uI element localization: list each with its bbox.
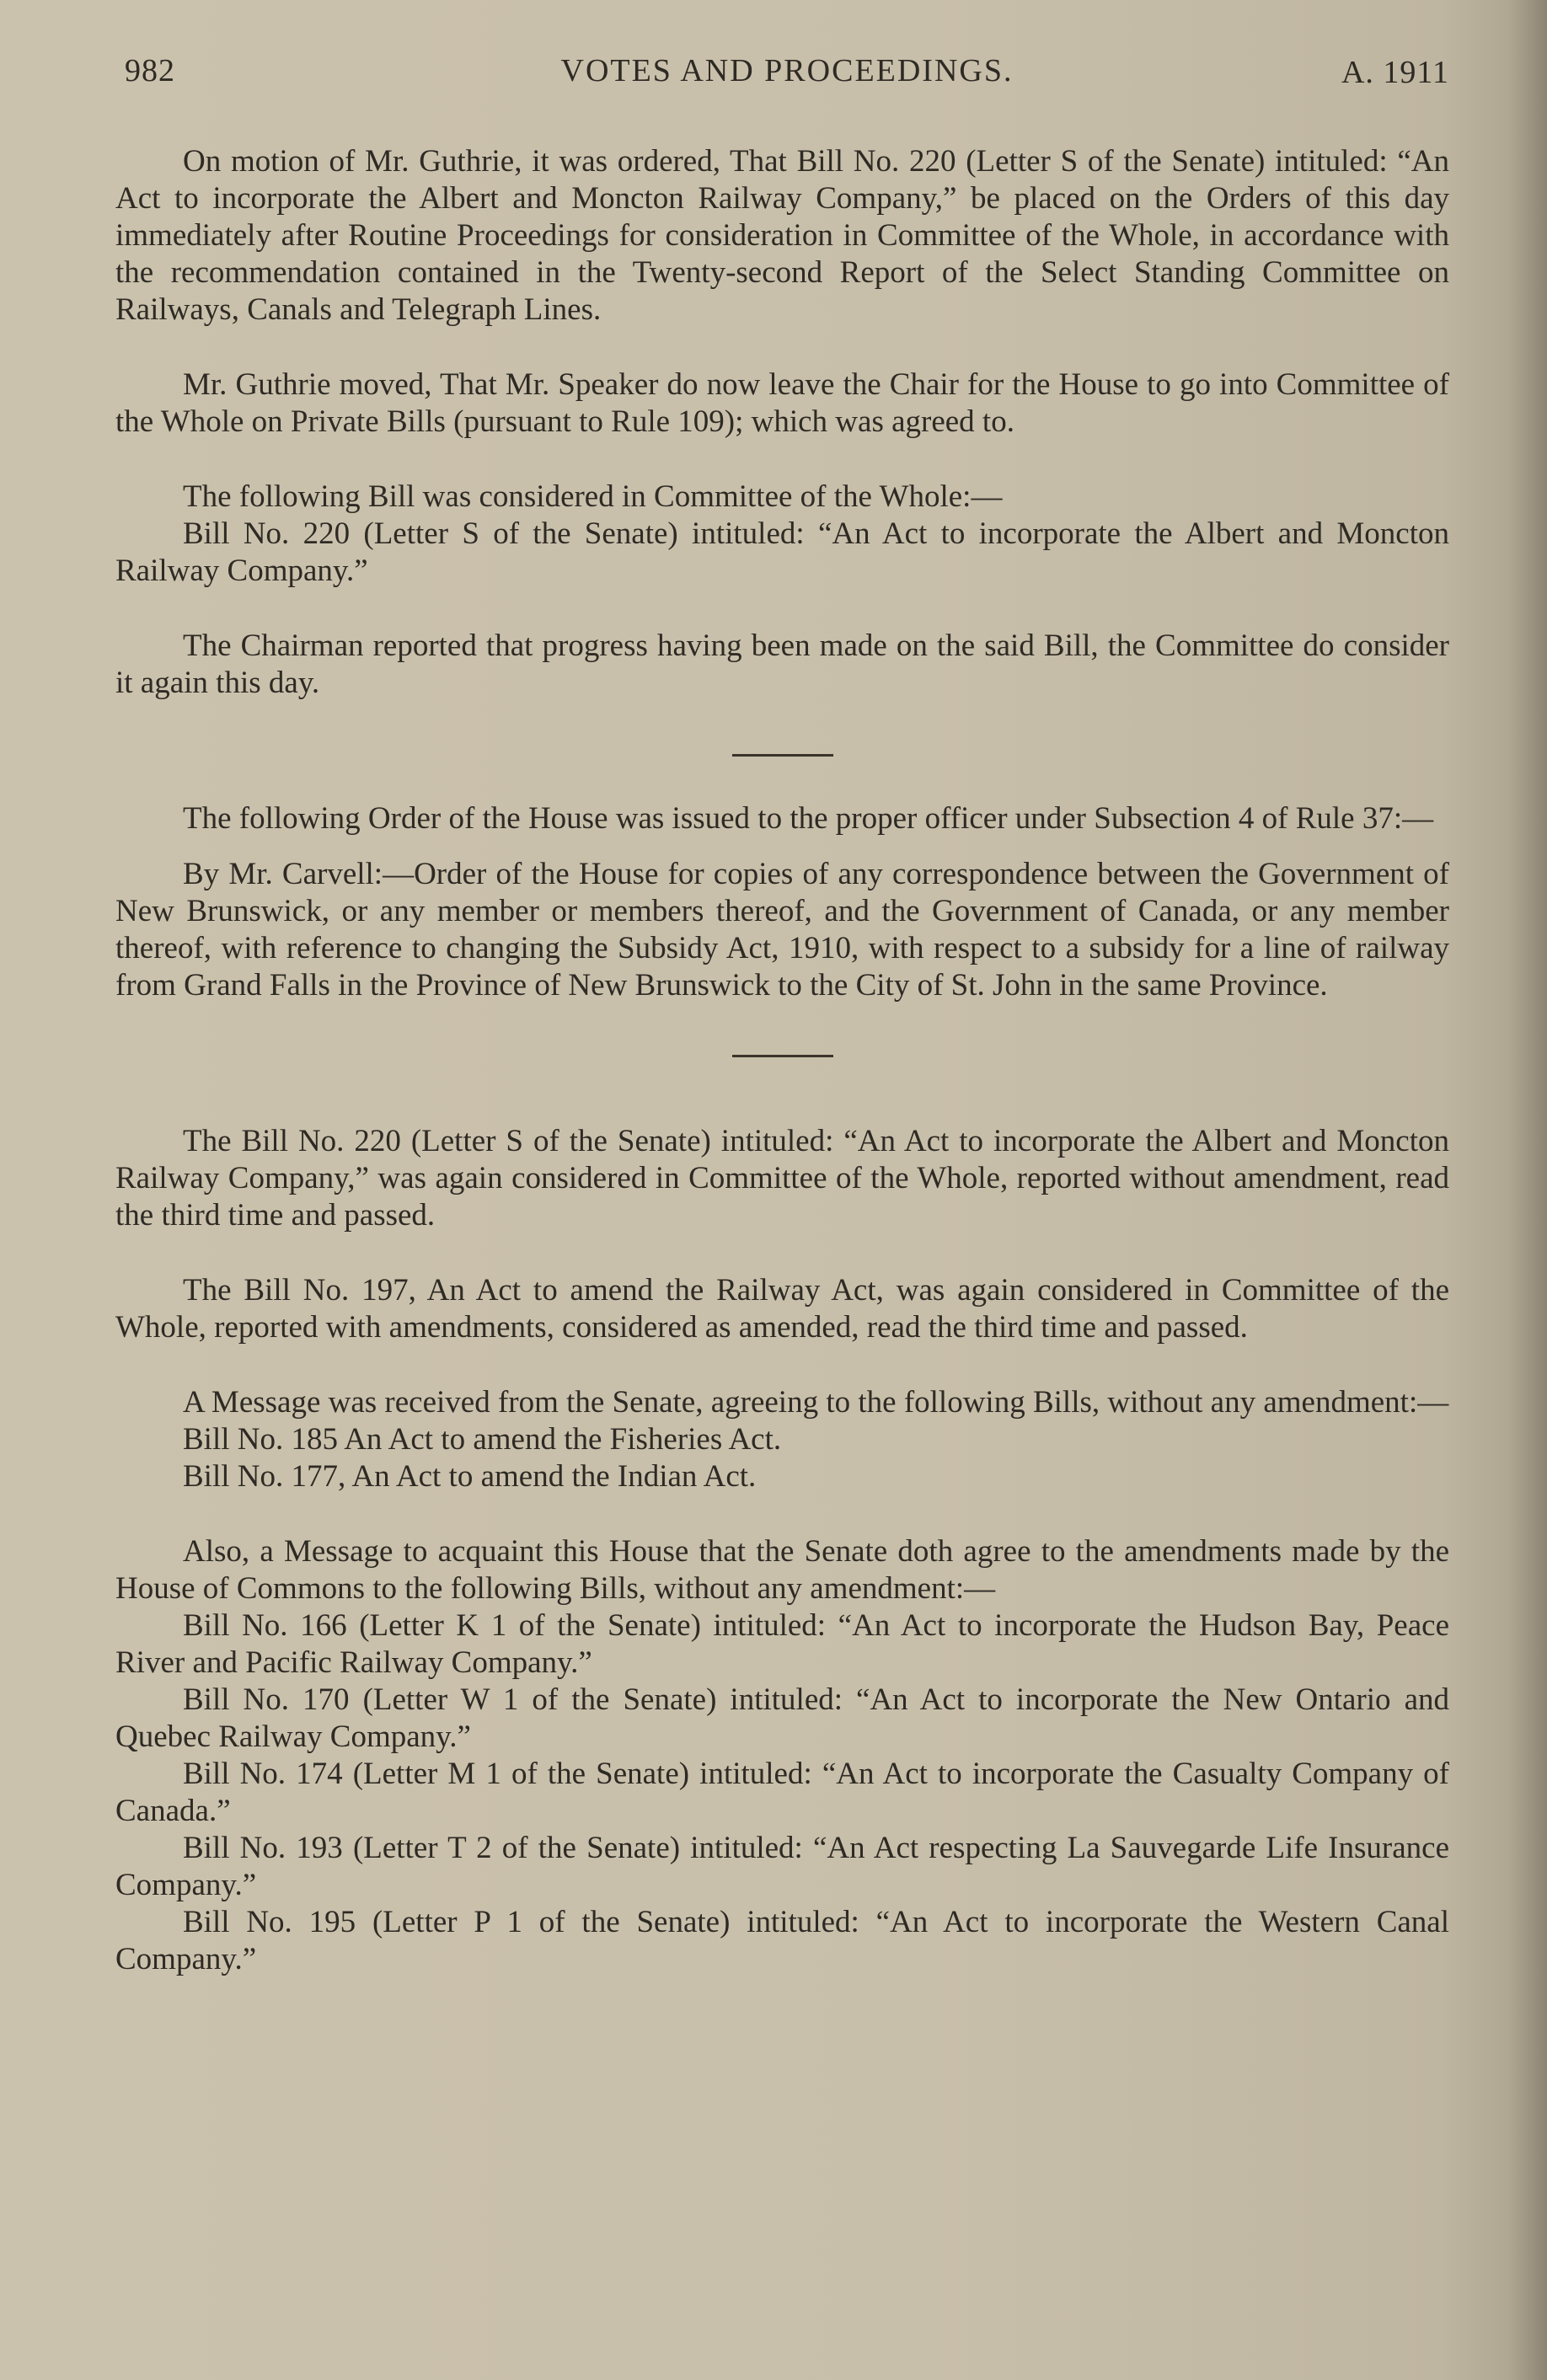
paragraph-speaker-leave-chair: Mr. Guthrie moved, That Mr. Speaker do now leave the Chair for the House to go into Committee of the Whole on Private Bills (pursuant to Rule 109); which was agreed to. [115, 367, 1449, 439]
paragraph-bill-185: Bill No. 185 An Act to amend the Fisheries Act. [183, 1422, 782, 1457]
paragraph-bill-166: Bill No. 166 (Letter K 1 of the Senate) intituled: “An Act to incorporate the Hudson Bay, Peace River and Pacific Railway Company.” [115, 1608, 1449, 1680]
session-year: A. 1911 [1341, 55, 1449, 90]
paragraph-bill-170: Bill No. 170 (Letter W 1 of the Senate) intituled: “An Act to incorporate the New Ontario and Quebec Railway Company.” [115, 1682, 1449, 1754]
running-title: VOTES AND PROCEEDINGS. [560, 53, 1014, 88]
section-divider [732, 1055, 833, 1057]
binding-shadow [1508, 0, 1547, 2380]
page-header [125, 47, 1449, 94]
page-number: 982 [125, 53, 175, 88]
paragraph-bill-195: Bill No. 195 (Letter P 1 of the Senate) intituled: “An Act to incorporate the Western Canal Company.” [115, 1905, 1449, 1976]
paragraph-senate-message: A Message was received from the Senate, agreeing to the following Bills, without any amendment:— [183, 1385, 1449, 1420]
paragraph-bill-considered: The following Bill was considered in Committee of the Whole:— [183, 479, 1003, 514]
paragraph-senate-amendments-message: Also, a Message to acquaint this House that the Senate doth agree to the amendments made by the House of Commons to the following Bills, without any amendment:— [115, 1534, 1449, 1606]
paragraph-bill-197-passed: The Bill No. 197, An Act to amend the Railway Act, was again considered in Committee of the Whole, reported with amendments, considered as amended, read the third time and passed. [115, 1273, 1449, 1345]
paragraph-order-issued: The following Order of the House was issued to the proper officer under Subsection 4 of Rule 37:— [183, 801, 1434, 836]
section-divider [732, 754, 833, 757]
paragraph-bill-220-passed: The Bill No. 220 (Letter S of the Senate) intituled: “An Act to incorporate the Albert and Moncton Railway Company,” was again considered in Committee of the Whole, reported without amendment, read the third time and passed. [115, 1124, 1449, 1233]
paragraph-bill-174: Bill No. 174 (Letter M 1 of the Senate) intituled: “An Act to incorporate the Casualty Company of Canada.” [115, 1757, 1449, 1828]
page-body [115, 143, 1449, 1978]
paragraph-bill-220-title: Bill No. 220 (Letter S of the Senate) intituled: “An Act to incorporate the Albert and Moncton Railway Company.” [115, 516, 1449, 588]
paragraph-carvell-order: By Mr. Carvell:—Order of the House for copies of any correspondence between the Government of New Brunswick, or any member or members thereof, and the Government of Canada, or any member thereof, with reference to changing the Subsidy Act, 1910, with respect to a subsidy for a line of railway from Grand Falls in the Province of New Brunswick to the City of St. John in the same Province. [115, 857, 1449, 1003]
paragraph-chairman-report: The Chairman reported that progress having been made on the said Bill, the Committee do consider it again this day. [115, 628, 1449, 700]
paragraph-motion-bill-220: On motion of Mr. Guthrie, it was ordered, That Bill No. 220 (Letter S of the Senate) intituled: “An Act to incorporate the Albert and Moncton Railway Company,” be placed on the Orders of this day immediately after Routine Proceedings for consideration in Committee of the Whole, in accordance with the recommendation contained in the Twenty-second Report of the Select Standing Committee on Railways, Canals and Telegraph Lines. [115, 144, 1449, 327]
paragraph-bill-193: Bill No. 193 (Letter T 2 of the Senate) intituled: “An Act respecting La Sauvegarde Life Insurance Company.” [115, 1831, 1449, 1902]
paragraph-bill-177: Bill No. 177, An Act to amend the Indian Act. [183, 1459, 757, 1494]
